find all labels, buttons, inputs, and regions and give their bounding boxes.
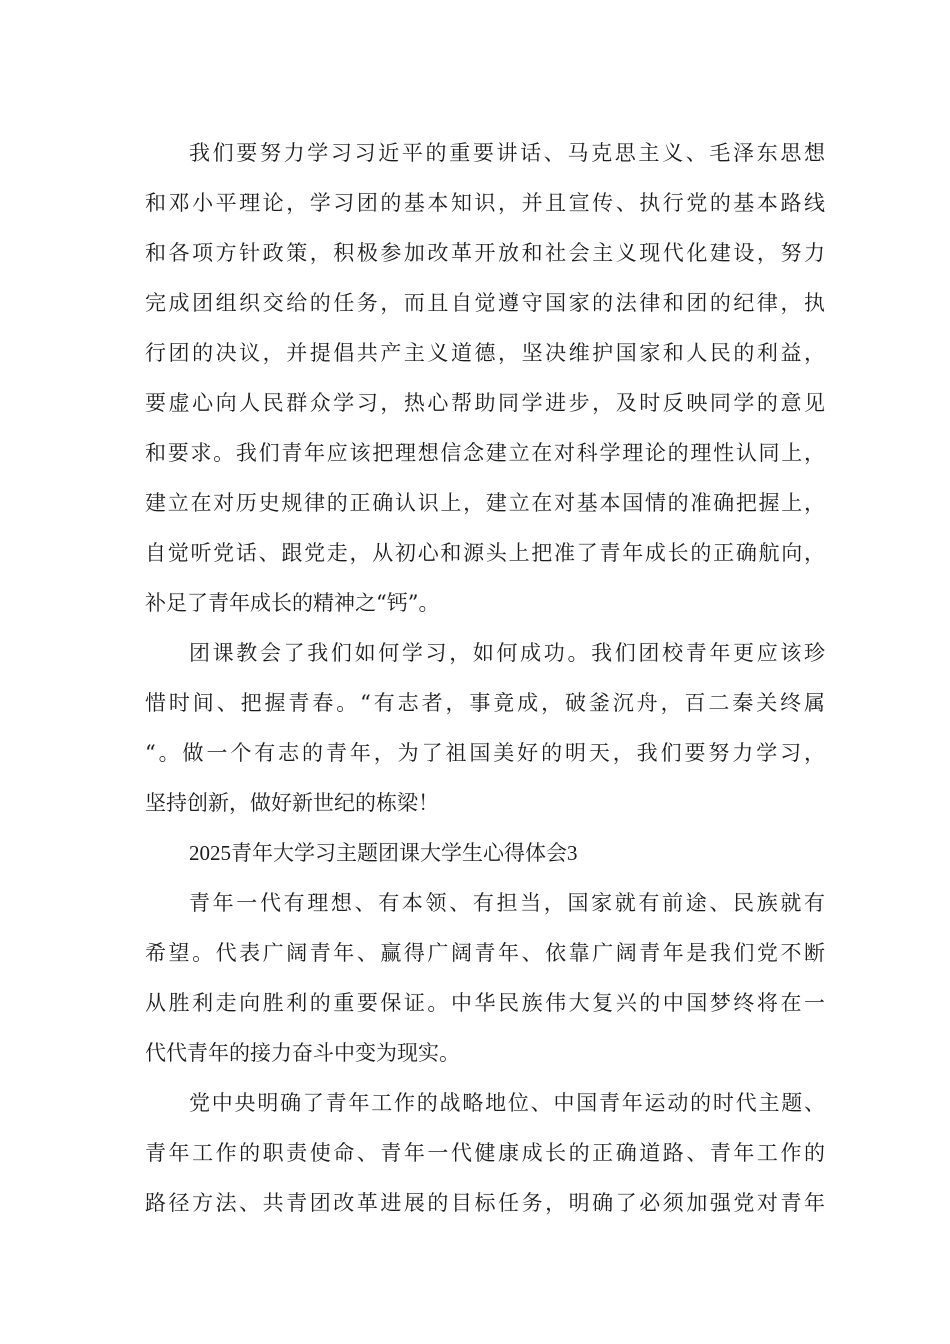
paragraph-line: 青年一代有理想、有本领、有担当，国家就有前途、民族就有 [189,891,825,915]
paragraph-line: 和邓小平理论，学习团的基本知识，并且宣传、执行党的基本路线 [145,191,825,215]
paragraph-line: “。做一个有志的青年，为了祖国美好的明天，我们要努力学习， [145,741,825,765]
paragraph-line: 和要求。我们青年应该把理想信念建立在对科学理论的理性认同上， [145,441,825,465]
paragraph-line: 代代青年的接力奋斗中变为现实。 [145,1041,460,1065]
paragraph-line: 要虚心向人民群众学习，热心帮助同学进步，及时反映同学的意见 [145,391,825,415]
paragraph-line: 团课教会了我们如何学习，如何成功。我们团校青年更应该珍 [189,641,825,665]
paragraph-line: 建立在对历史规律的正确认识上，建立在对基本国情的准确把握上， [145,491,825,515]
paragraph-line: 青年工作的职责使命、青年一代健康成长的正确道路、青年工作的 [145,1141,825,1165]
paragraph-line: 补足了青年成长的精神之“钙”。 [145,591,440,615]
paragraph-line: 惜时间、把握青春。“有志者，事竟成，破釜沉舟，百二秦关终属 [145,691,825,715]
paragraph-line: 完成团组织交给的任务，而且自觉遵守国家的法律和团的纪律，执 [145,291,825,315]
paragraph [145,128,825,628]
paragraph-line: 从胜利走向胜利的重要保证。中华民族伟大复兴的中国梦终将在一 [145,991,825,1015]
paragraph-line: 希望。代表广阔青年、赢得广阔青年、依靠广阔青年是我们党不断 [145,941,825,965]
paragraph [145,878,825,1078]
paragraph-line: 我们要努力学习习近平的重要讲话、马克思主义、毛泽东思想 [189,141,825,165]
section-heading-text: 2025青年大学习主题团课大学生心得体会3 [189,841,578,865]
paragraph [145,1078,825,1228]
paragraph-line: 和各项方针政策，积极参加改革开放和社会主义现代化建设，努力 [145,241,825,265]
paragraph [145,628,825,828]
paragraph-line: 党中央明确了青年工作的战略地位、中国青年运动的时代主题、 [189,1091,825,1115]
paragraph-line: 坚持创新，做好新世纪的栋梁！ [145,791,439,815]
paragraph-line: 行团的决议，并提倡共产主义道德，坚决维护国家和人民的利益， [145,341,825,365]
paragraph-line: 路径方法、共青团改革进展的目标任务，明确了必须加强党对青年 [145,1191,825,1215]
section-heading [145,828,825,878]
document-body [145,128,825,1228]
paragraph-line: 自觉听党话、跟党走，从初心和源头上把准了青年成长的正确航向， [145,541,825,565]
